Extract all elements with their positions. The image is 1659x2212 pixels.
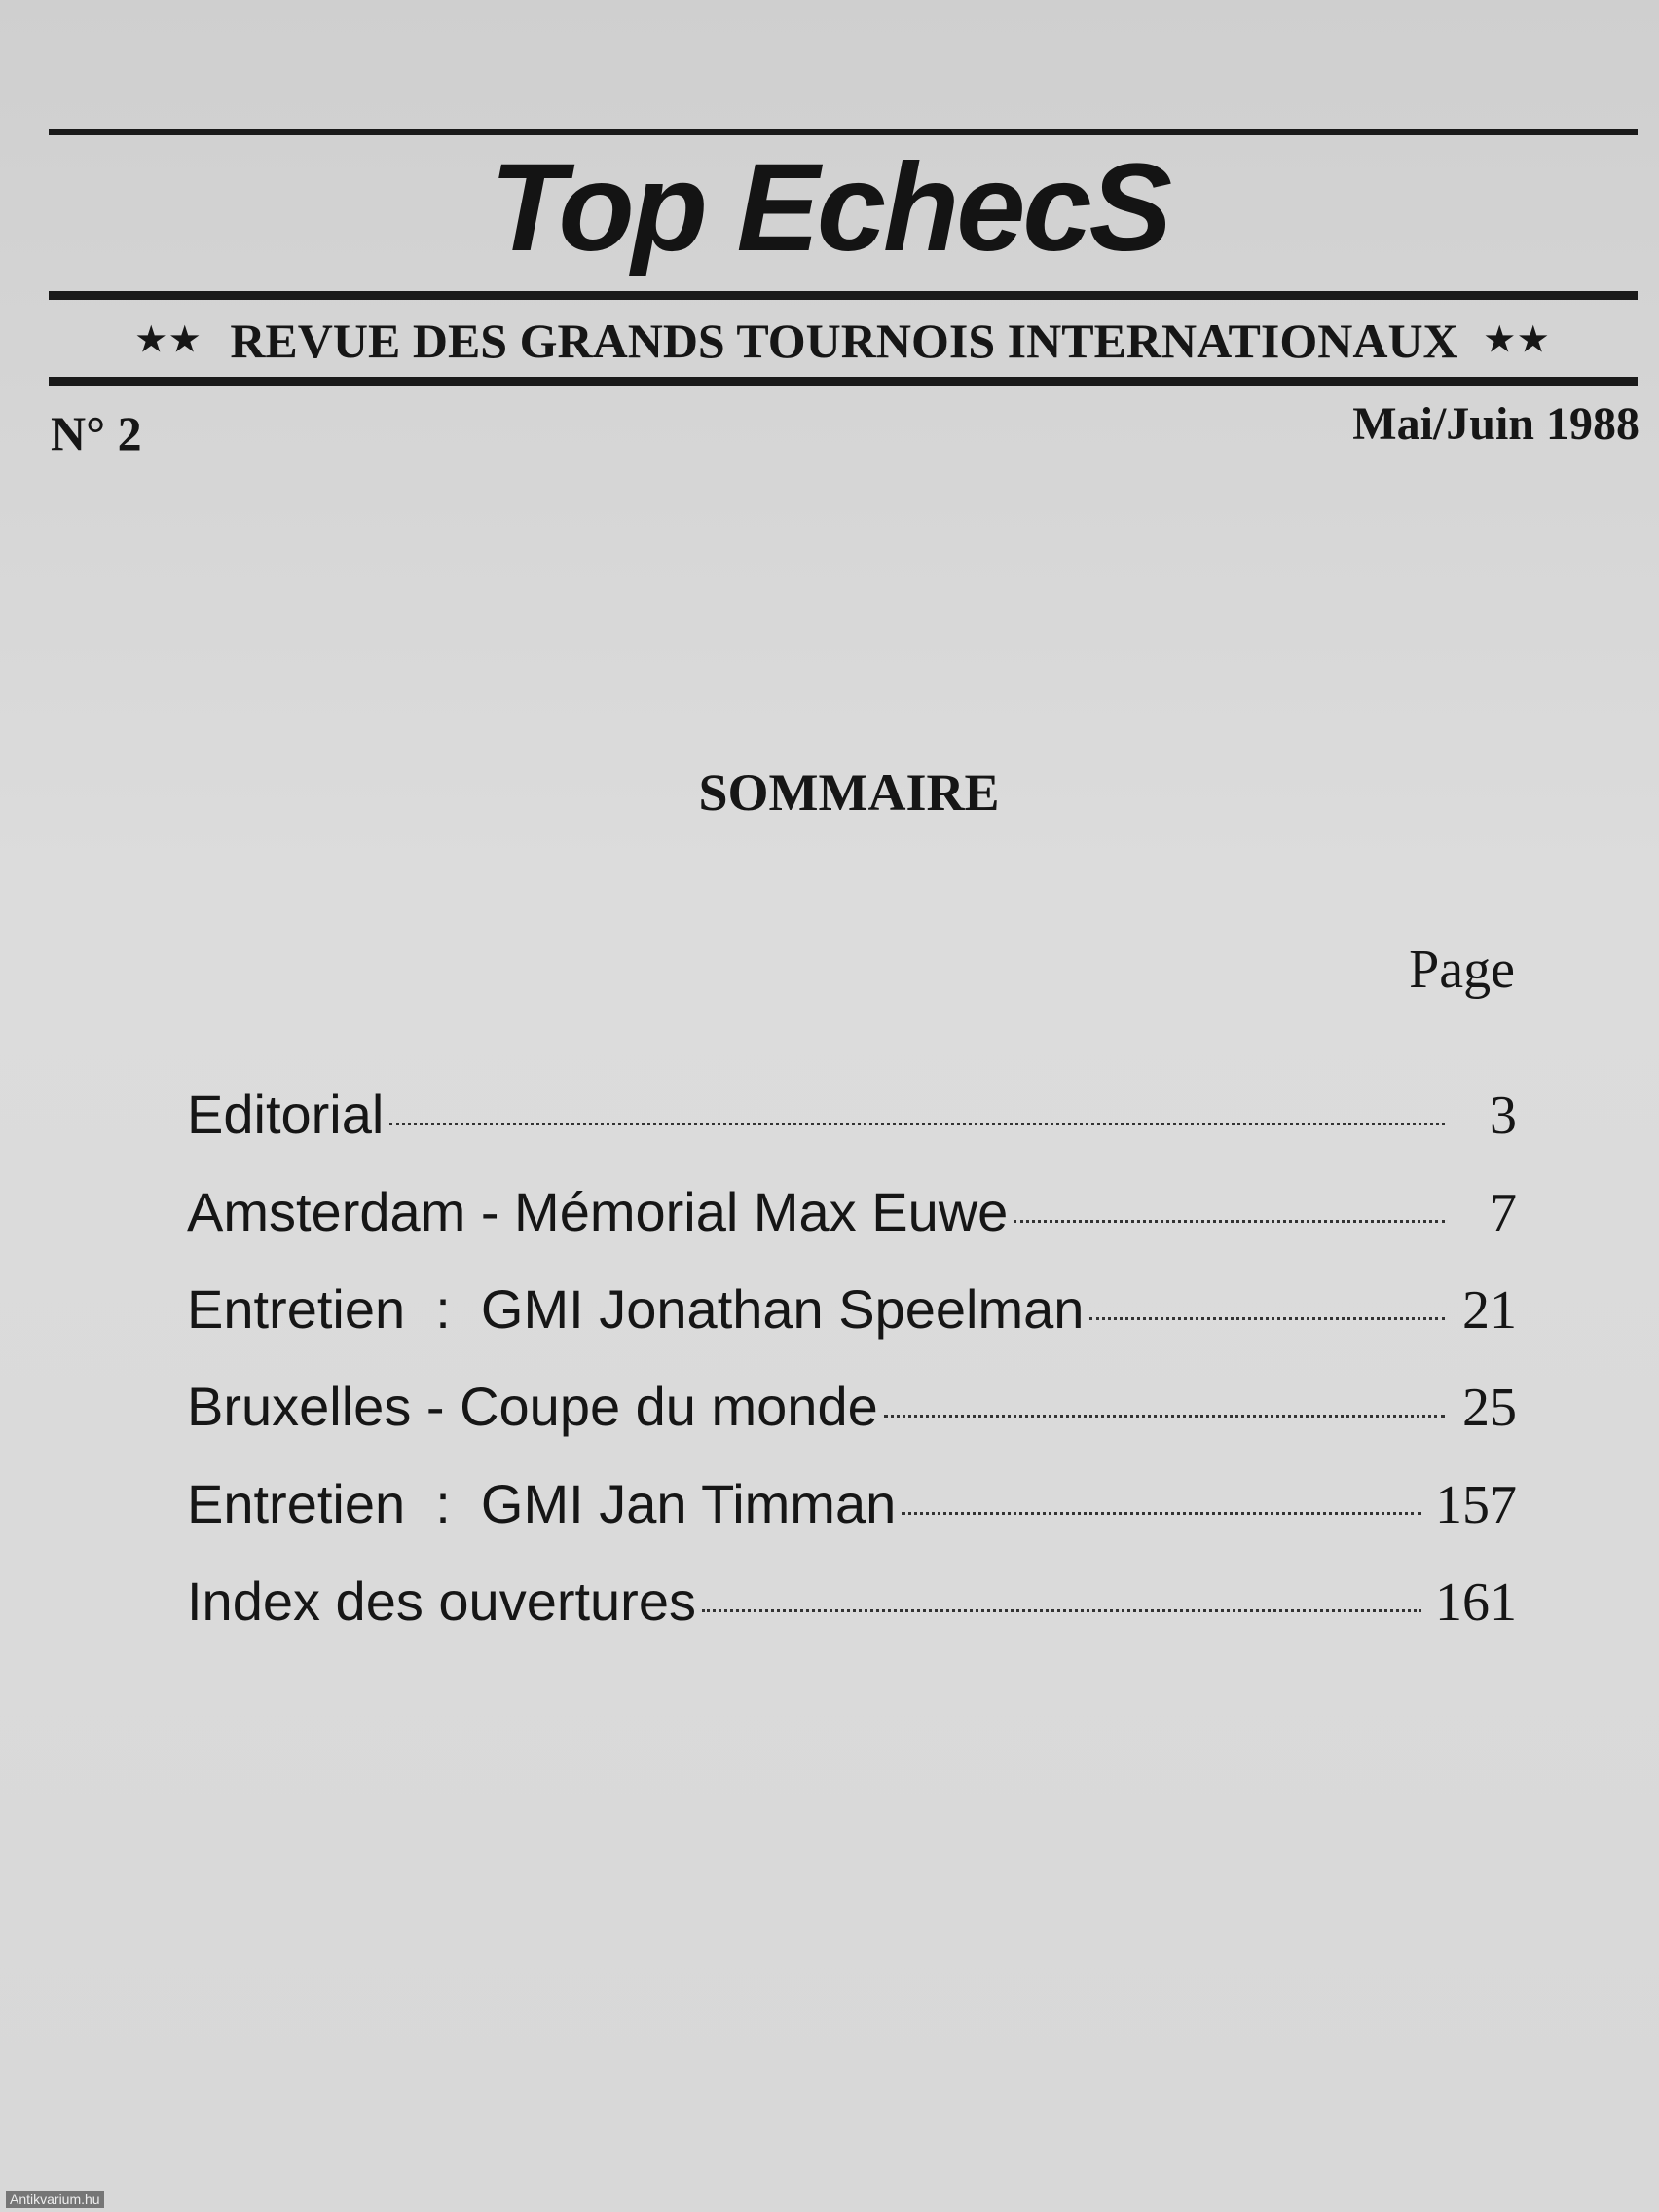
toc-entry-page: 157 [1435,1475,1517,1535]
dot-leader [1089,1317,1445,1320]
toc-entry-title: Bruxelles - Coupe du monde [187,1376,878,1437]
stars-right-icon: ★★ [1485,322,1552,358]
header-bottom-rule [49,377,1638,386]
source-watermark: Antikvarium.hu [6,2191,104,2208]
subtitle-row [136,313,1552,368]
toc-entry-bruxelles [187,1358,1517,1456]
page-column-label: Page [1409,940,1515,1000]
issue-number: N° 2 [51,406,142,461]
header-middle-rule [49,291,1638,300]
stars-left-icon: ★★ [136,322,203,358]
toc-entry-page: 7 [1490,1183,1517,1243]
contents-heading: SOMMAIRE [698,763,1000,822]
toc-entry-page: 161 [1435,1572,1517,1633]
dot-leader [884,1415,1445,1418]
dot-leader [902,1512,1421,1515]
toc-entry-title: Editorial [187,1084,385,1145]
issue-date: Mai/Juin 1988 [1352,398,1640,450]
toc-entry-index [187,1553,1517,1650]
toc-entry-page: 25 [1462,1378,1517,1438]
dot-leader [702,1609,1421,1612]
toc-entry-title: Amsterdam - Mémorial Max Euwe [187,1181,1009,1242]
dot-leader [389,1123,1445,1125]
toc-entry-page: 3 [1490,1086,1517,1146]
table-of-contents [187,1066,1517,1650]
toc-entry-title: Index des ouvertures [187,1570,696,1632]
toc-entry-speelman [187,1261,1517,1358]
toc-entry-page: 21 [1462,1280,1517,1341]
magazine-title: Top EchecS [490,138,1169,277]
toc-entry-timman [187,1456,1517,1553]
toc-entry-editorial [187,1066,1517,1163]
toc-entry-title: Entretien : GMI Jan Timman [187,1473,897,1534]
dot-leader [1014,1220,1445,1223]
magazine-subtitle: REVUE DES GRANDS TOURNOIS INTERNATIONAUX [230,313,1458,368]
toc-entry-amsterdam [187,1163,1517,1261]
header-top-rule [49,129,1638,135]
toc-entry-title: Entretien : GMI Jonathan Speelman [187,1278,1085,1340]
